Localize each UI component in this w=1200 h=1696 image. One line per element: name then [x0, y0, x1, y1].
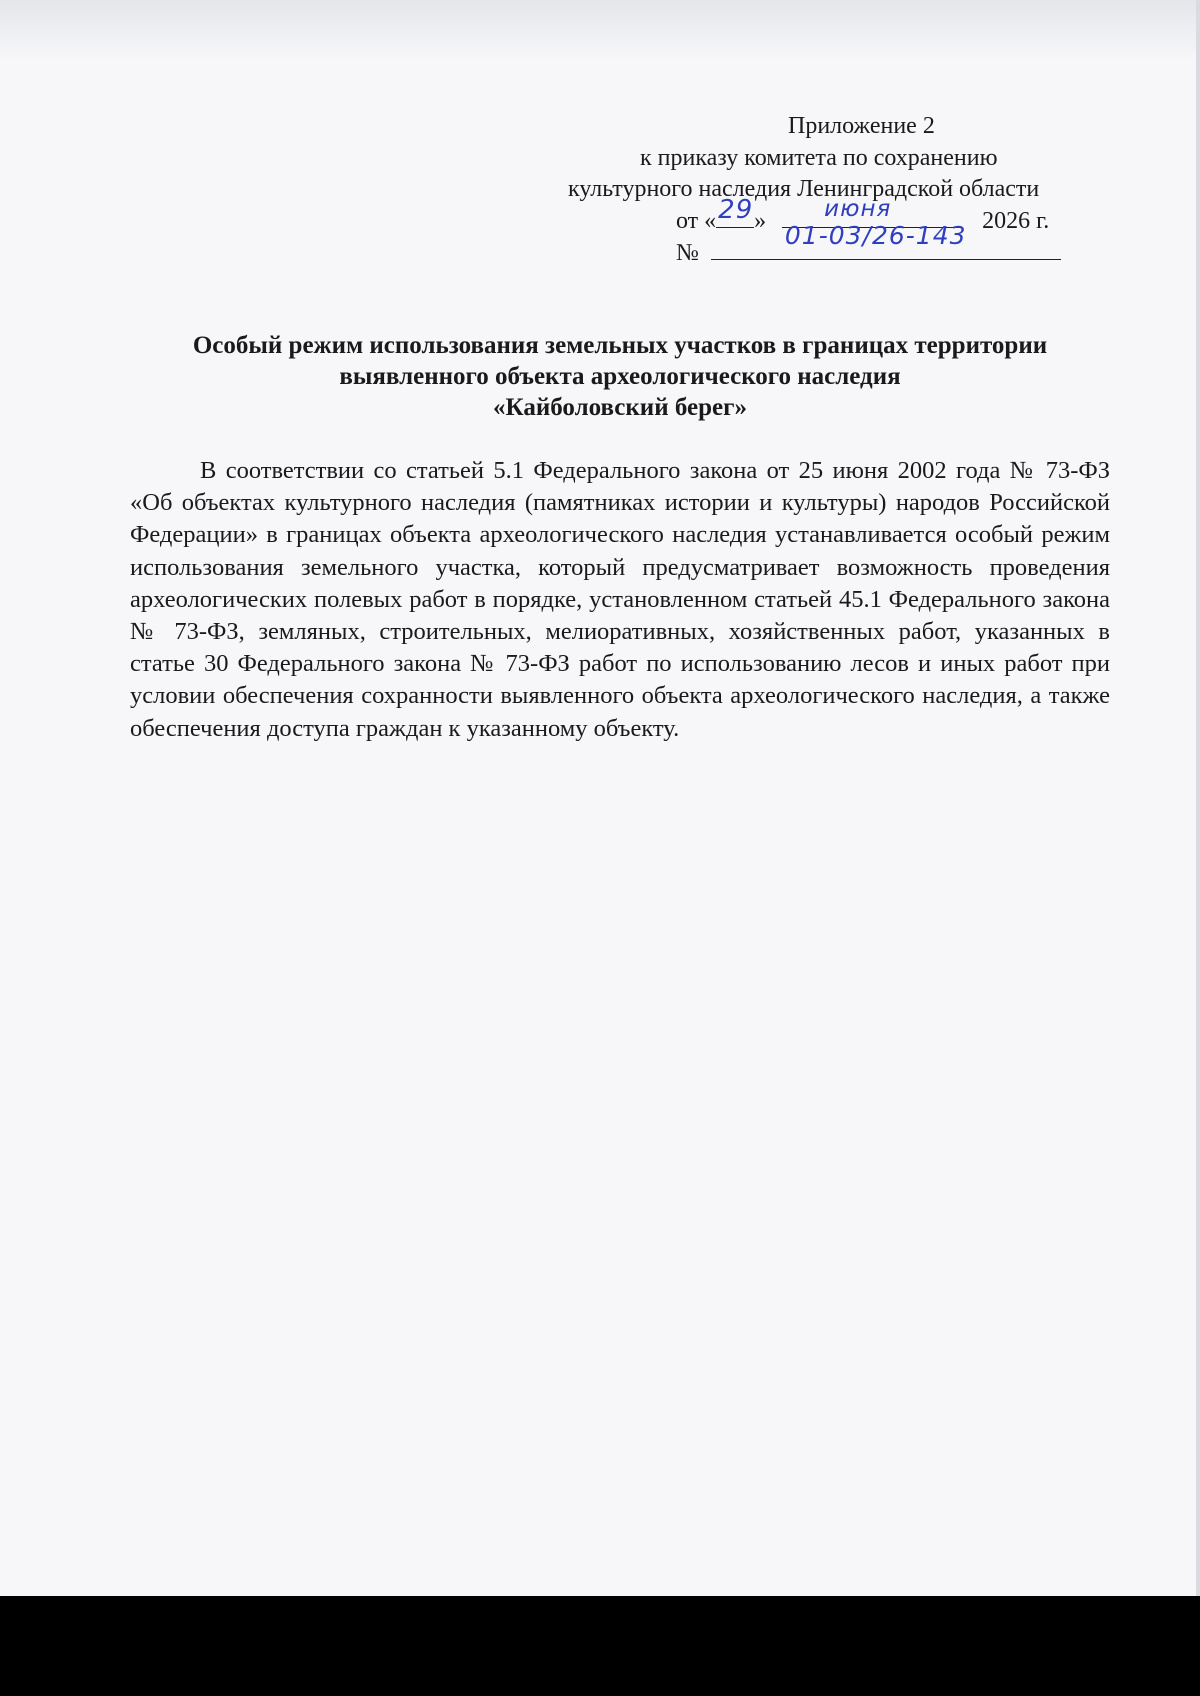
order-reference-line-2: культурного наследия Ленинградской области — [568, 176, 1040, 202]
date-quote-close: » — [754, 208, 767, 234]
handwritten-order-number: 01-03/26-143 — [784, 221, 967, 250]
handwritten-day: 29 — [718, 195, 754, 225]
date-day-blank — [716, 195, 754, 228]
title-line-3: «Кайболовский берег» — [493, 394, 747, 421]
scan-bottom-bar — [0, 1596, 1200, 1696]
order-reference-line-1: к приказу комитета по сохранению — [640, 145, 998, 171]
handwritten-month: июня — [824, 196, 892, 222]
scan-edge — [1196, 0, 1200, 1596]
number-prefix: № — [676, 240, 699, 266]
scan-shading — [0, 0, 1200, 60]
appendix-label: Приложение 2 — [788, 113, 935, 139]
date-year: 2026 г. — [982, 208, 1050, 234]
title-line-1: Особый режим использования земельных участков в границах территории — [192, 332, 1048, 359]
date-prefix: от « — [676, 208, 717, 234]
title-line-2: выявленного объекта археологического наследия — [339, 363, 901, 390]
document-title — [130, 330, 1110, 423]
body-paragraph: В соответствии со статьей 5.1 Федерального закона от 25 июня 2002 года № 73-ФЗ «Об объектах культурного наследия (памятниках истории и культуры) народов Российской Федерации» в границах объекта археологического наследия устанавливается особый режим использования земельного участка, который предусматривает возможность проведения археологических полевых работ в порядке, установленном статьей 45.1 Федерального закона № 73-ФЗ, земляных, строительных, мелиоративных, хозяйственных работ, указанных в статье 30 Федерального закона № 73-ФЗ работ по использованию лесов и иных работ при условии обеспечения сохранности выявленного объекта археологического наследия, а также обеспечения доступа граждан к указанному объекту. — [130, 457, 1110, 742]
